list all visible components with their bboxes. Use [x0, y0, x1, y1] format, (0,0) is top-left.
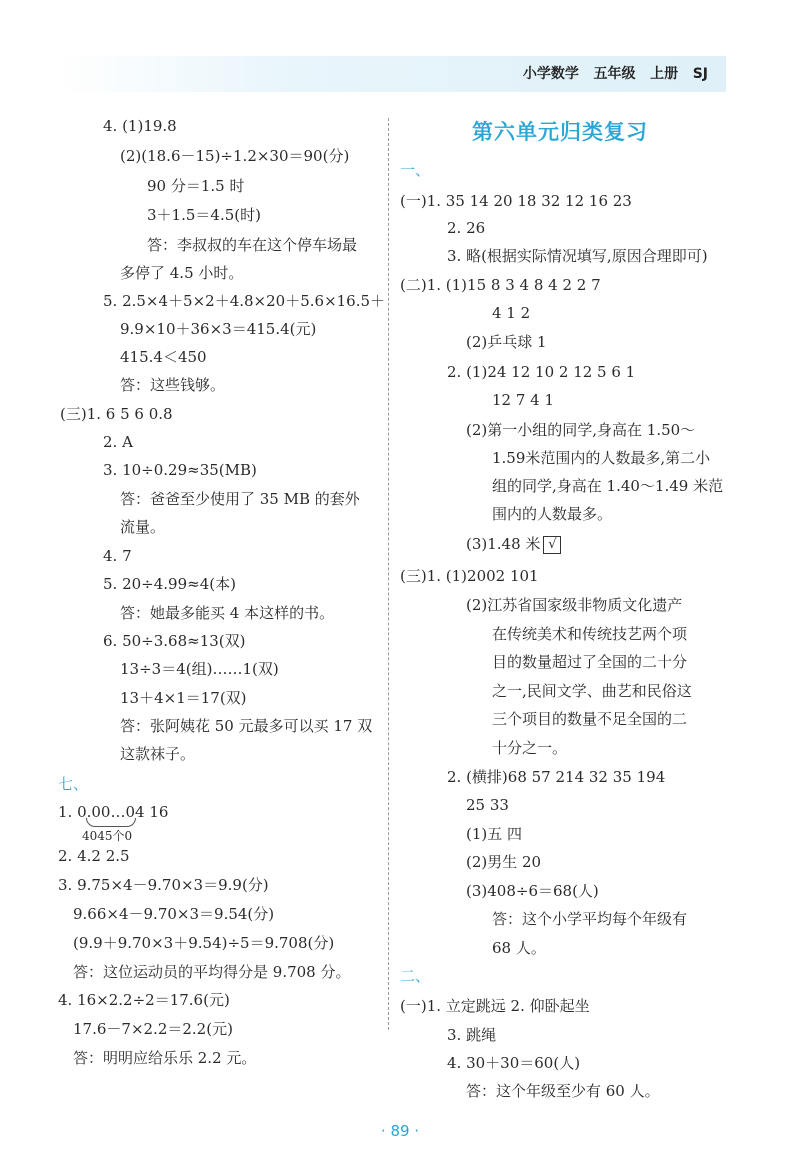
answer-line: 12 7 4 1 [492, 391, 555, 409]
answer-line: 答：这个小学平均每个年级有 [492, 910, 688, 928]
answer-line: 答：她最多能买 4 本这样的书。 [120, 604, 335, 622]
header-title: 小学数学 五年级 上册 SJ [522, 66, 708, 82]
answer-line: 2. A [103, 433, 133, 451]
answer-line: 25 33 [466, 796, 509, 814]
section-heading: 一、 [400, 161, 431, 179]
answer-line: 答：这些钱够。 [120, 376, 226, 394]
answer-line: (9.9＋9.70×3＋9.54)÷5＝9.708(分) [73, 934, 335, 952]
answer-line: 9.66×4－9.70×3＝9.54(分) [73, 905, 275, 923]
answer-line: (2)男生 20 [466, 853, 542, 871]
answer-line: 3. 略(根据实际情况填写,原因合理即可) [447, 247, 708, 265]
answer-line: (一)1. 35 14 20 18 32 12 16 23 [400, 192, 632, 210]
answer-line: (三)1. (1)2002 101 [400, 567, 539, 585]
answer-line: 2. (1)24 12 10 2 12 5 6 1 [447, 363, 636, 381]
answer-line: 十分之一。 [492, 739, 568, 757]
answer-line: 68 人。 [492, 939, 546, 957]
check-box: √ [543, 536, 561, 554]
answer-line: (2)第一小组的同学,身高在 1.50～ [466, 421, 696, 439]
answer-line: 答：张阿姨花 50 元最多可以买 17 双 [120, 717, 373, 735]
answer-line: 3. 9.75×4－9.70×3＝9.9(分) [58, 876, 269, 894]
answer-line: 答：爸爸至少使用了 35 MB 的套外 [120, 490, 360, 508]
answer-line: 1.59米范围内的人数最多,第二小 [492, 449, 711, 467]
header-band [58, 56, 726, 92]
answer-line: 在传统美术和传统技艺两个项 [492, 625, 688, 643]
answer-line: 流量。 [120, 518, 166, 536]
answer-line: 围内的人数最多。 [492, 505, 613, 523]
answer-line: 2. (横排)68 57 214 32 35 194 [447, 768, 666, 786]
answer-line: 4. 30＋30＝60(人) [447, 1054, 581, 1072]
answer-line: 这款袜子。 [120, 745, 196, 763]
answer-line: (二)1. (1)15 8 3 4 8 4 2 2 7 [400, 276, 601, 294]
answer-line: 5. 2.5×4＋5×2＋4.8×20＋5.6×16.5＋ [103, 292, 386, 310]
section-heading: 二、 [400, 967, 431, 985]
column-divider [388, 118, 389, 1030]
answer-line: 3. 跳绳 [447, 1026, 497, 1044]
answer-line: 答：这位运动员的平均得分是 9.708 分。 [73, 963, 351, 981]
answer-line: 多停了 4.5 小时。 [120, 264, 244, 282]
answer-line: 1. 0.00…04 16 [58, 803, 169, 821]
answer-line: 答：李叔叔的车在这个停车场最 [147, 236, 358, 254]
answer-line: 13÷3＝4(组)……1(双) [120, 660, 279, 678]
answer-line: 13＋4×1＝17(双) [120, 689, 247, 707]
answer-line: 9.9×10＋36×3＝415.4(元) [120, 320, 317, 338]
answer-line: (2)乒乓球 1 [466, 333, 547, 351]
unit-title: 第六单元归类复习 [472, 120, 648, 144]
answer-line: (2)江苏省国家级非物质文化遗产 [466, 596, 683, 614]
answer-line: 415.4＜450 [120, 348, 207, 366]
answer-line: 答：明明应给乐乐 2.2 元。 [73, 1049, 257, 1067]
answer-line [466, 534, 561, 554]
answer-line: 5. 20÷4.99≈4(本) [103, 575, 236, 593]
answer-line: 4. 16×2.2÷2＝17.6(元) [58, 991, 230, 1009]
answer-line: 目的数量超过了全国的二十分 [492, 653, 688, 671]
answer-text: (3)1.48 米 [466, 535, 541, 553]
answer-line: 3. 10÷0.29≈35(MB) [103, 461, 257, 479]
answer-line: (2)(18.6－15)÷1.2×30＝90(分) [120, 147, 350, 165]
brace-note: 4045个0 [82, 829, 133, 843]
answer-line: 之一,民间文学、曲艺和民俗这 [492, 682, 692, 700]
answer-line: 2. 26 [447, 219, 486, 237]
answer-line: 90 分＝1.5 时 [147, 177, 245, 195]
answer-line: 17.6－7×2.2＝2.2(元) [73, 1020, 233, 1038]
answer-line: 2. 4.2 2.5 [58, 847, 130, 865]
section-heading: 七、 [58, 775, 89, 793]
page-number: · 89 · [380, 1122, 420, 1140]
answer-line: 4. 7 [103, 547, 132, 565]
answer-line: 3＋1.5＝4.5(时) [147, 206, 261, 224]
answer-line: 答：这个年级至少有 60 人。 [466, 1082, 660, 1100]
answer-line: 组的同学,身高在 1.40～1.49 米范 [492, 477, 724, 495]
answer-line: (1)五 四 [466, 825, 523, 843]
answer-line: 三个项目的数量不足全国的二 [492, 710, 688, 728]
answer-line: 4. (1)19.8 [103, 117, 177, 135]
answer-line: (三)1. 6 5 6 0.8 [60, 405, 173, 423]
answer-line: (一)1. 立定跳远 2. 仰卧起坐 [400, 997, 590, 1015]
answer-line: (3)408÷6＝68(人) [466, 882, 599, 900]
answer-line: 4 1 2 [492, 304, 531, 322]
answer-line: 6. 50÷3.68≈13(双) [103, 632, 246, 650]
